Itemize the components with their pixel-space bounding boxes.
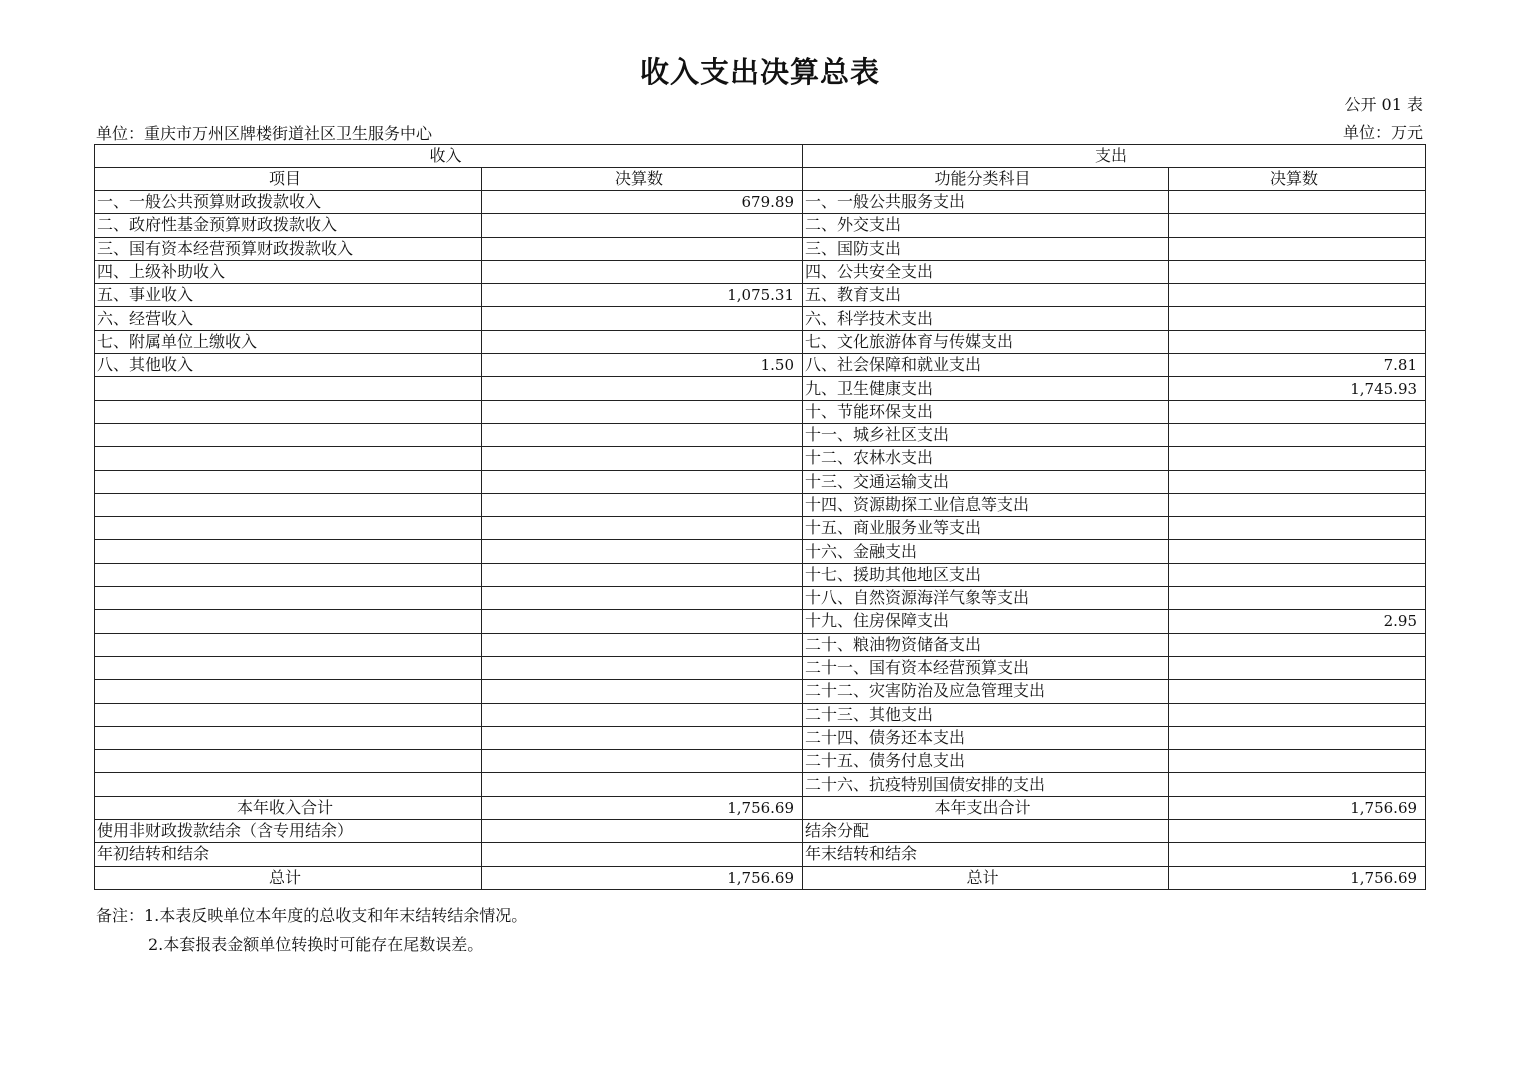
expense-amount-cell (1169, 423, 1426, 446)
expense-item-cell: 年末结转和结余 (803, 843, 1169, 866)
income-amount-column-header: 决算数 (482, 168, 803, 191)
expense-item-cell: 十四、资源勘探工业信息等支出 (803, 493, 1169, 516)
income-item-cell (95, 633, 482, 656)
expense-item-column-header: 功能分类科目 (803, 168, 1169, 191)
expense-item-cell: 九、卫生健康支出 (803, 377, 1169, 400)
income-amount-cell (482, 517, 803, 540)
note-2: 2.本套报表金额单位转换时可能存在尾数误差。 (148, 935, 484, 954)
income-item-cell (95, 447, 482, 470)
expense-item-cell: 二十二、灾害防治及应急管理支出 (803, 680, 1169, 703)
expense-item-cell: 二十、粮油物资储备支出 (803, 633, 1169, 656)
expense-item-cell: 十七、援助其他地区支出 (803, 563, 1169, 586)
table-row (95, 517, 1426, 540)
balance-row (95, 820, 1426, 843)
income-amount-cell (482, 726, 803, 749)
income-item-cell (95, 703, 482, 726)
expense-item-cell: 一、一般公共服务支出 (803, 191, 1169, 214)
income-section-header: 收入 (95, 145, 803, 168)
income-item-cell (95, 726, 482, 749)
income-item-cell (95, 470, 482, 493)
table-row (95, 610, 1426, 633)
income-amount-cell (482, 330, 803, 353)
income-item-cell (95, 610, 482, 633)
table-row (95, 633, 1426, 656)
table-row (95, 773, 1426, 796)
table-row (95, 656, 1426, 679)
income-amount-cell (482, 703, 803, 726)
expense-amount-cell (1169, 400, 1426, 423)
income-item-cell (95, 493, 482, 516)
income-item-cell: 三、国有资本经营预算财政拨款收入 (95, 237, 482, 260)
income-item-cell: 总计 (95, 866, 482, 889)
table-row (95, 447, 1426, 470)
expense-amount-cell: 2.95 (1169, 610, 1426, 633)
income-amount-cell (482, 633, 803, 656)
expense-item-cell: 总计 (803, 866, 1169, 889)
table-row (95, 400, 1426, 423)
table-row (95, 354, 1426, 377)
income-amount-cell (482, 750, 803, 773)
expense-amount-cell: 7.81 (1169, 354, 1426, 377)
expense-amount-cell: 1,756.69 (1169, 866, 1426, 889)
expense-amount-column-header: 决算数 (1169, 168, 1426, 191)
expense-item-cell: 十一、城乡社区支出 (803, 423, 1169, 446)
income-item-cell: 八、其他收入 (95, 354, 482, 377)
expense-amount-cell (1169, 307, 1426, 330)
expense-amount-cell: 1,745.93 (1169, 377, 1426, 400)
expense-amount-cell (1169, 773, 1426, 796)
table-row (95, 587, 1426, 610)
expense-item-cell: 二十六、抗疫特别国债安排的支出 (803, 773, 1169, 796)
income-item-cell: 六、经营收入 (95, 307, 482, 330)
table-row (95, 214, 1426, 237)
expense-item-cell: 二十一、国有资本经营预算支出 (803, 656, 1169, 679)
section-header-row (95, 145, 1426, 168)
income-amount-cell (482, 587, 803, 610)
income-item-cell: 五、事业收入 (95, 284, 482, 307)
income-amount-cell (482, 470, 803, 493)
expense-amount-cell (1169, 237, 1426, 260)
income-item-cell (95, 563, 482, 586)
income-amount-cell (482, 423, 803, 446)
expense-amount-cell (1169, 587, 1426, 610)
expense-item-cell: 四、公共安全支出 (803, 260, 1169, 283)
table-row (95, 307, 1426, 330)
expense-amount-cell (1169, 820, 1426, 843)
expense-item-cell: 二十三、其他支出 (803, 703, 1169, 726)
income-amount-cell (482, 680, 803, 703)
income-expense-table (94, 144, 1426, 890)
expense-item-cell: 十三、交通运输支出 (803, 470, 1169, 493)
income-amount-cell: 679.89 (482, 191, 803, 214)
income-item-cell (95, 400, 482, 423)
income-amount-cell (482, 400, 803, 423)
expense-amount-cell (1169, 330, 1426, 353)
form-number: 公开 01 表 (1344, 95, 1423, 114)
expense-amount-cell (1169, 493, 1426, 516)
currency-unit: 单位：万元 (1342, 123, 1423, 142)
income-item-cell (95, 773, 482, 796)
table-row (95, 750, 1426, 773)
income-item-cell (95, 377, 482, 400)
income-amount-cell (482, 610, 803, 633)
income-amount-cell: 1,756.69 (482, 796, 803, 819)
income-item-cell: 四、上级补助收入 (95, 260, 482, 283)
expense-amount-cell (1169, 563, 1426, 586)
income-amount-cell (482, 773, 803, 796)
income-amount-cell (482, 540, 803, 563)
income-item-cell: 年初结转和结余 (95, 843, 482, 866)
income-amount-cell: 1,075.31 (482, 284, 803, 307)
expense-item-cell: 本年支出合计 (803, 796, 1169, 819)
income-amount-cell (482, 377, 803, 400)
table-row (95, 423, 1426, 446)
expense-amount-cell (1169, 470, 1426, 493)
note-1: 备注：1.本表反映单位本年度的总收支和年末结转结余情况。 (96, 906, 528, 925)
table-row (95, 703, 1426, 726)
reporting-unit: 单位：重庆市万州区牌楼街道社区卫生服务中心 (96, 124, 433, 143)
income-item-cell (95, 587, 482, 610)
expense-item-cell: 十、节能环保支出 (803, 400, 1169, 423)
income-amount-cell (482, 820, 803, 843)
table-row (95, 191, 1426, 214)
income-item-column-header: 项目 (95, 168, 482, 191)
table-row (95, 563, 1426, 586)
expense-amount-cell (1169, 540, 1426, 563)
expense-item-cell: 八、社会保障和就业支出 (803, 354, 1169, 377)
table-row (95, 726, 1426, 749)
income-amount-cell (482, 656, 803, 679)
expense-amount-cell (1169, 214, 1426, 237)
income-item-cell (95, 750, 482, 773)
income-amount-cell (482, 843, 803, 866)
expense-amount-cell (1169, 843, 1426, 866)
income-item-cell: 七、附属单位上缴收入 (95, 330, 482, 353)
expense-item-cell: 十二、农林水支出 (803, 447, 1169, 470)
table-row (95, 470, 1426, 493)
income-amount-cell (482, 307, 803, 330)
income-item-cell: 二、政府性基金预算财政拨款收入 (95, 214, 482, 237)
expense-amount-cell: 1,756.69 (1169, 796, 1426, 819)
grand-total-row (95, 866, 1426, 889)
expense-amount-cell (1169, 260, 1426, 283)
income-item-cell (95, 423, 482, 446)
expense-amount-cell (1169, 191, 1426, 214)
expense-item-cell: 五、教育支出 (803, 284, 1169, 307)
subtotal-row (95, 796, 1426, 819)
expense-item-cell: 三、国防支出 (803, 237, 1169, 260)
table-row (95, 260, 1426, 283)
table-row (95, 540, 1426, 563)
expense-item-cell: 十九、住房保障支出 (803, 610, 1169, 633)
table-row (95, 680, 1426, 703)
income-amount-cell (482, 493, 803, 516)
expense-item-cell: 二十四、债务还本支出 (803, 726, 1169, 749)
table-row (95, 237, 1426, 260)
income-amount-cell (482, 237, 803, 260)
expense-item-cell: 六、科学技术支出 (803, 307, 1169, 330)
expense-item-cell: 七、文化旅游体育与传媒支出 (803, 330, 1169, 353)
expense-amount-cell (1169, 633, 1426, 656)
expense-item-cell: 十八、自然资源海洋气象等支出 (803, 587, 1169, 610)
page-title: 收入支出决算总表 (639, 55, 880, 89)
income-amount-cell (482, 563, 803, 586)
expense-amount-cell (1169, 703, 1426, 726)
income-item-cell (95, 540, 482, 563)
expense-amount-cell (1169, 680, 1426, 703)
expense-item-cell: 十五、商业服务业等支出 (803, 517, 1169, 540)
table-row (95, 330, 1426, 353)
expense-amount-cell (1169, 447, 1426, 470)
expense-section-header: 支出 (803, 145, 1426, 168)
expense-item-cell: 二、外交支出 (803, 214, 1169, 237)
income-amount-cell (482, 447, 803, 470)
expense-amount-cell (1169, 726, 1426, 749)
income-item-cell (95, 680, 482, 703)
table-row (95, 377, 1426, 400)
income-item-cell: 本年收入合计 (95, 796, 482, 819)
income-amount-cell: 1.50 (482, 354, 803, 377)
expense-item-cell: 结余分配 (803, 820, 1169, 843)
expense-amount-cell (1169, 284, 1426, 307)
income-item-cell (95, 656, 482, 679)
column-header-row (95, 168, 1426, 191)
income-item-cell: 一、一般公共预算财政拨款收入 (95, 191, 482, 214)
expense-item-cell: 二十五、债务付息支出 (803, 750, 1169, 773)
expense-amount-cell (1169, 517, 1426, 540)
table-row (95, 493, 1426, 516)
income-amount-cell (482, 260, 803, 283)
income-amount-cell (482, 214, 803, 237)
income-amount-cell: 1,756.69 (482, 866, 803, 889)
income-item-cell: 使用非财政拨款结余（含专用结余） (95, 820, 482, 843)
expense-amount-cell (1169, 656, 1426, 679)
expense-item-cell: 十六、金融支出 (803, 540, 1169, 563)
balance-row (95, 843, 1426, 866)
income-item-cell (95, 517, 482, 540)
table-row (95, 284, 1426, 307)
expense-amount-cell (1169, 750, 1426, 773)
